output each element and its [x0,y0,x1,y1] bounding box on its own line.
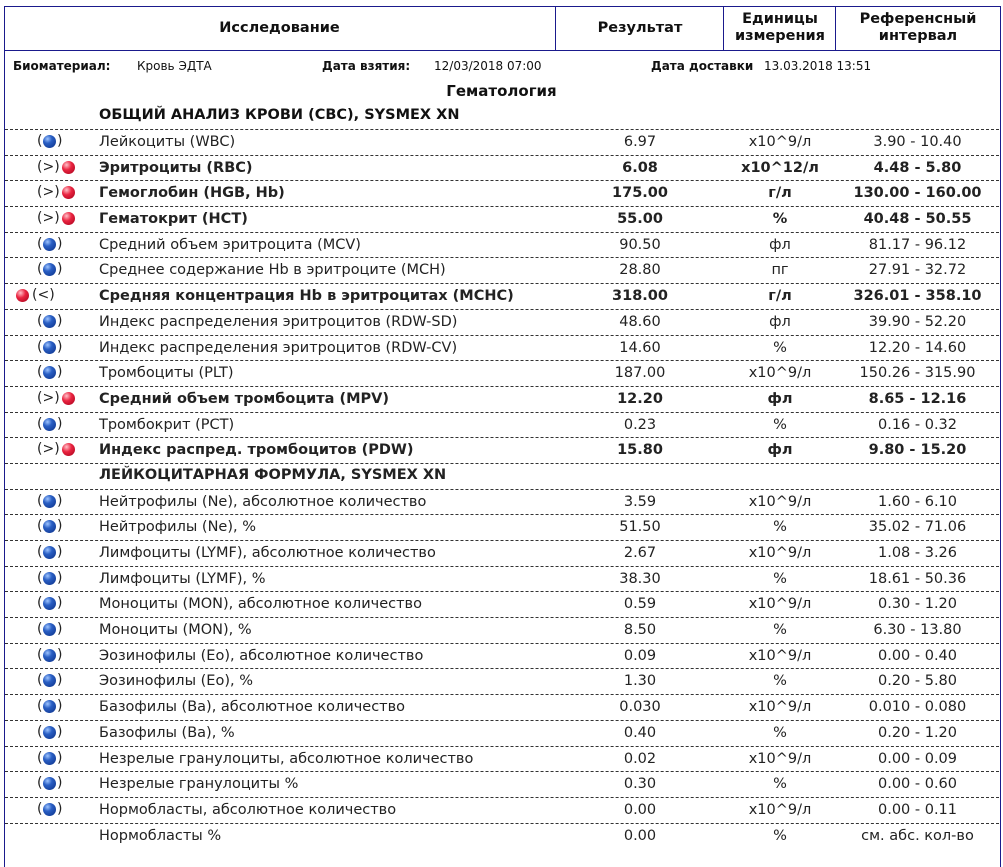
reference-range: 0.00 - 0.40 [877,647,958,664]
result-value: 0.30 [623,776,657,793]
status-flag [15,313,85,331]
result-value: 0.23 [623,416,657,433]
status-flag [15,724,85,742]
paren-close: ) [57,723,63,740]
normal-indicator-icon [43,135,56,148]
status-flag [15,210,85,228]
status-flag [15,750,85,768]
group-title-cbc: ОБЩИЙ АНАЛИЗ КРОВИ (CBC), SYSMEX XN [99,107,460,123]
result-value: 3.59 [623,493,657,510]
status-flag [15,518,85,536]
department-title: Гематология [446,82,557,100]
reference-range: 326.01 - 358.10 [853,288,982,305]
test-name: Лейкоциты (WBC) [99,134,236,150]
reference-range: 130.00 - 160.00 [853,185,982,202]
paren-open: ( [37,595,43,612]
table-row [5,668,999,694]
paren-close: ) [57,133,63,149]
paren-open: ( [37,312,43,329]
paren-close: ) [57,621,63,638]
unit: г/л [768,288,792,305]
paren-close: ) [57,235,63,252]
reference-range: 18.61 - 50.36 [868,570,967,587]
status-flag [15,698,85,716]
normal-indicator-icon [43,700,56,713]
status-flag [15,544,85,562]
reference-range: 0.30 - 1.20 [877,596,958,613]
unit: x10^9/л [748,545,812,561]
normal-indicator-icon [43,546,56,559]
reference-range: 4.48 - 5.80 [873,159,962,176]
test-name: Тромбокрит (PCT) [99,416,235,433]
paren-close: ) [57,595,63,612]
high-flag-text: (>) [37,441,60,458]
paren-open: ( [37,749,43,766]
table-row [5,797,999,823]
table-row [5,643,999,669]
test-name: Лимфоциты (LYMF), % [99,570,266,587]
normal-indicator-icon [43,572,56,585]
table-row [5,771,999,797]
delivered-label: Дата доставки [651,59,754,73]
normal-indicator-icon [43,520,56,533]
paren-close: ) [57,415,63,432]
status-flag [15,364,85,382]
table-row [5,489,999,515]
status-flag [15,827,85,845]
paren-open: ( [37,544,43,560]
delivered-value: 13.03.2018 13:51 [764,59,872,73]
high-flag-text: (>) [37,158,60,175]
status-flag [15,570,85,588]
normal-indicator-icon [43,418,56,431]
paren-close: ) [57,338,63,355]
paren-close: ) [57,492,63,509]
reference-range: 81.17 - 96.12 [868,236,967,253]
low-flag-text: (<) [32,287,55,304]
unit: фл [767,442,793,459]
paren-close: ) [57,312,63,329]
normal-indicator-icon [43,649,56,662]
reference-range: 0.010 - 0.080 [868,699,967,716]
abnormal-indicator-icon [62,161,75,174]
collected-value: 12/03/2018 07:00 [434,59,542,73]
unit: % [773,776,787,793]
table-row [5,309,999,335]
table-row [5,283,999,309]
normal-indicator-icon [43,495,56,508]
reference-range: 39.90 - 52.20 [868,313,967,330]
table-row [5,257,999,283]
unit: x10^9/л [748,647,812,664]
test-name: Средняя концентрация Hb в эритроцитах (MCHC) [99,288,514,305]
result-value: 0.00 [623,801,657,818]
paren-open: ( [37,775,43,792]
status-flag [15,339,85,357]
paren-open: ( [37,723,43,740]
result-value: 55.00 [617,211,663,228]
test-name: Гемоглобин (HGB, Hb) [99,185,285,202]
paren-close: ) [57,672,63,689]
result-value: 0.59 [623,596,657,613]
result-value: 48.60 [619,313,661,330]
collected-label: Дата взятия: [322,59,411,73]
table-row [5,720,999,746]
paren-open: ( [37,133,43,149]
test-name: Моноциты (MON), % [99,622,252,639]
paren-open: ( [37,338,43,355]
paren-close: ) [57,775,63,792]
table-row [5,823,999,849]
paren-close: ) [57,569,63,586]
result-value: 0.02 [623,750,657,767]
unit: % [773,416,787,433]
biomaterial-value: Кровь ЭДТА [137,59,212,73]
unit: г/л [768,185,792,202]
paren-close: ) [57,364,63,381]
test-name: Моноциты (MON), абсолютное количество [99,596,422,613]
reference-range: 9.80 - 15.20 [868,442,967,459]
table-row [5,591,999,617]
normal-indicator-icon [43,597,56,610]
reference-range: 35.02 - 71.06 [868,519,967,536]
test-name: Незрелые гранулоциты % [99,776,299,793]
normal-indicator-icon [43,803,56,816]
paren-close: ) [57,749,63,766]
unit: x10^12/л [741,159,819,176]
table-row [5,694,999,720]
reference-range: 0.00 - 0.09 [877,750,958,767]
test-name: Индекс распределения эритроцитов (RDW-CV) [99,339,458,356]
table-row [5,360,999,386]
result-value: 8.50 [623,622,657,639]
reference-range: 6.30 - 13.80 [873,622,962,639]
abnormal-indicator-icon [16,289,29,302]
paren-close: ) [57,698,63,715]
table-row [5,617,999,643]
table-row [5,540,999,566]
paren-open: ( [37,415,43,432]
status-flag [15,159,85,177]
unit: фл [769,236,791,253]
table-row [5,566,999,592]
header-units: Единицы измерения [723,6,836,50]
test-name: Нейтрофилы (Ne), % [99,519,256,536]
paren-close: ) [57,544,63,560]
paren-open: ( [37,364,43,381]
unit: фл [767,390,793,407]
test-name: Средний объем эритроцита (MCV) [99,236,361,253]
status-flag [15,647,85,665]
table-row [5,437,999,463]
result-value: 6.08 [622,159,658,176]
result-value: 0.40 [623,724,657,741]
paren-close: ) [57,800,63,817]
abnormal-indicator-icon [62,186,75,199]
header-test: Исследование [219,19,340,36]
paren-close: ) [57,518,63,535]
result-value: 0.09 [623,647,657,664]
status-flag [15,287,85,305]
table-row [5,412,999,438]
normal-indicator-icon [43,623,56,636]
paren-open: ( [37,492,43,509]
reference-range: 150.26 - 315.90 [859,365,976,382]
normal-indicator-icon [43,315,56,328]
unit: x10^9/л [748,493,812,510]
result-value: 28.80 [619,262,661,279]
result-value: 90.50 [619,236,661,253]
unit: % [773,339,787,356]
test-name: Гематокрит (HCT) [99,211,248,228]
table-row [5,155,999,181]
table-row [5,386,999,412]
reference-range: 1.08 - 3.26 [877,545,958,561]
test-name: Нормобласты % [99,827,222,844]
reference-range: 0.16 - 0.32 [877,416,958,433]
reference-range: см. абс. кол-во [861,827,974,844]
group-header-row [5,463,999,489]
result-value: 38.30 [619,570,661,587]
reference-range: 3.90 - 10.40 [873,134,962,150]
reference-range: 1.60 - 6.10 [877,493,958,510]
table-row [5,180,999,206]
reference-range: 40.48 - 50.55 [863,211,972,228]
test-name: Средний объем тромбоцита (MPV) [99,390,390,407]
table-row [5,746,999,772]
status-flag [15,390,85,408]
unit: x10^9/л [748,801,812,818]
table-row [5,514,999,540]
reference-range: 12.20 - 14.60 [868,339,967,356]
unit: x10^9/л [748,134,812,150]
unit: % [772,211,788,228]
result-value: 51.50 [619,519,661,536]
result-value: 0.030 [619,699,661,716]
table-header [4,6,1000,51]
unit: % [773,724,787,741]
normal-indicator-icon [43,752,56,765]
results-table [5,129,999,848]
reference-range: 8.65 - 12.16 [868,390,967,407]
result-value: 187.00 [614,365,666,382]
unit: % [773,673,787,690]
normal-indicator-icon [43,726,56,739]
reference-range: 0.20 - 5.80 [877,673,958,690]
paren-close: ) [57,261,63,278]
paren-open: ( [37,800,43,817]
status-flag [15,595,85,613]
paren-open: ( [37,646,43,663]
test-name: Индекс распределения эритроцитов (RDW-SD) [99,313,458,330]
result-value: 318.00 [612,288,668,305]
result-value: 12.20 [617,390,663,407]
high-flag-text: (>) [37,210,60,227]
test-name: Эозинофилы (Eo), абсолютное количество [99,647,424,664]
test-name: Индекс распред. тромбоцитов (PDW) [99,442,414,459]
paren-close: ) [57,646,63,663]
paren-open: ( [37,672,43,689]
paren-open: ( [37,569,43,586]
result-value: 0.00 [623,827,657,844]
unit: % [773,622,787,639]
status-flag [15,261,85,279]
status-flag [15,133,85,151]
normal-indicator-icon [43,674,56,687]
paren-open: ( [37,518,43,535]
status-flag [15,801,85,819]
test-name: Эозинофилы (Eo), % [99,673,253,690]
biomaterial-label: Биоматериал: [13,59,111,73]
unit: % [773,570,787,587]
high-flag-text: (>) [37,389,60,406]
paren-open: ( [37,621,43,638]
status-flag [15,416,85,434]
test-name: Эритроциты (RBC) [99,159,253,176]
unit: % [773,827,787,844]
unit: пг [771,262,789,279]
test-name: Базофилы (Ba), абсолютное количество [99,699,406,716]
paren-open: ( [37,698,43,715]
result-value: 6.97 [623,134,657,150]
table-row [5,232,999,258]
normal-indicator-icon [43,777,56,790]
test-name: Среднее содержание Hb в эритроците (MCH) [99,262,446,279]
unit: x10^9/л [748,699,812,716]
status-flag [15,493,85,511]
result-value: 175.00 [612,185,668,202]
table-row [5,335,999,361]
reference-range: 0.00 - 0.11 [877,801,958,818]
group-title: ЛЕЙКОЦИТАРНАЯ ФОРМУЛА, SYSMEX XN [99,466,447,483]
status-flag [15,184,85,202]
header-result: Результат [555,6,724,50]
high-flag-text: (>) [37,184,60,201]
status-flag [15,775,85,793]
status-flag [15,621,85,639]
reference-range: 27.91 - 32.72 [868,262,967,279]
paren-open: ( [37,261,43,278]
unit: x10^9/л [748,596,812,613]
unit: x10^9/л [748,365,812,382]
normal-indicator-icon [43,366,56,379]
status-flag [15,672,85,690]
status-flag [15,236,85,254]
status-flag [15,441,85,459]
test-name: Тромбоциты (PLT) [99,365,234,382]
reference-range: 0.00 - 0.60 [877,776,958,793]
test-name: Нормобласты, абсолютное количество [99,801,397,818]
paren-open: ( [37,235,43,252]
abnormal-indicator-icon [62,392,75,405]
test-name: Лимфоциты (LYMF), абсолютное количество [99,545,436,561]
normal-indicator-icon [43,263,56,276]
table-row [5,129,999,155]
test-name: Базофилы (Ba), % [99,724,235,741]
reference-range: 0.20 - 1.20 [877,724,958,741]
unit: x10^9/л [748,750,812,767]
result-value: 1.30 [623,673,657,690]
test-name: Нейтрофилы (Ne), абсолютное количество [99,493,427,510]
header-reference: Референсный интервал [835,6,1000,50]
result-value: 15.80 [617,442,663,459]
normal-indicator-icon [43,341,56,354]
test-name: Незрелые гранулоциты, абсолютное количество [99,750,474,767]
unit: фл [769,313,791,330]
abnormal-indicator-icon [62,443,75,456]
normal-indicator-icon [43,238,56,251]
unit: % [773,519,787,536]
result-value: 14.60 [619,339,661,356]
table-row [5,206,999,232]
result-value: 2.67 [623,545,657,561]
abnormal-indicator-icon [62,212,75,225]
